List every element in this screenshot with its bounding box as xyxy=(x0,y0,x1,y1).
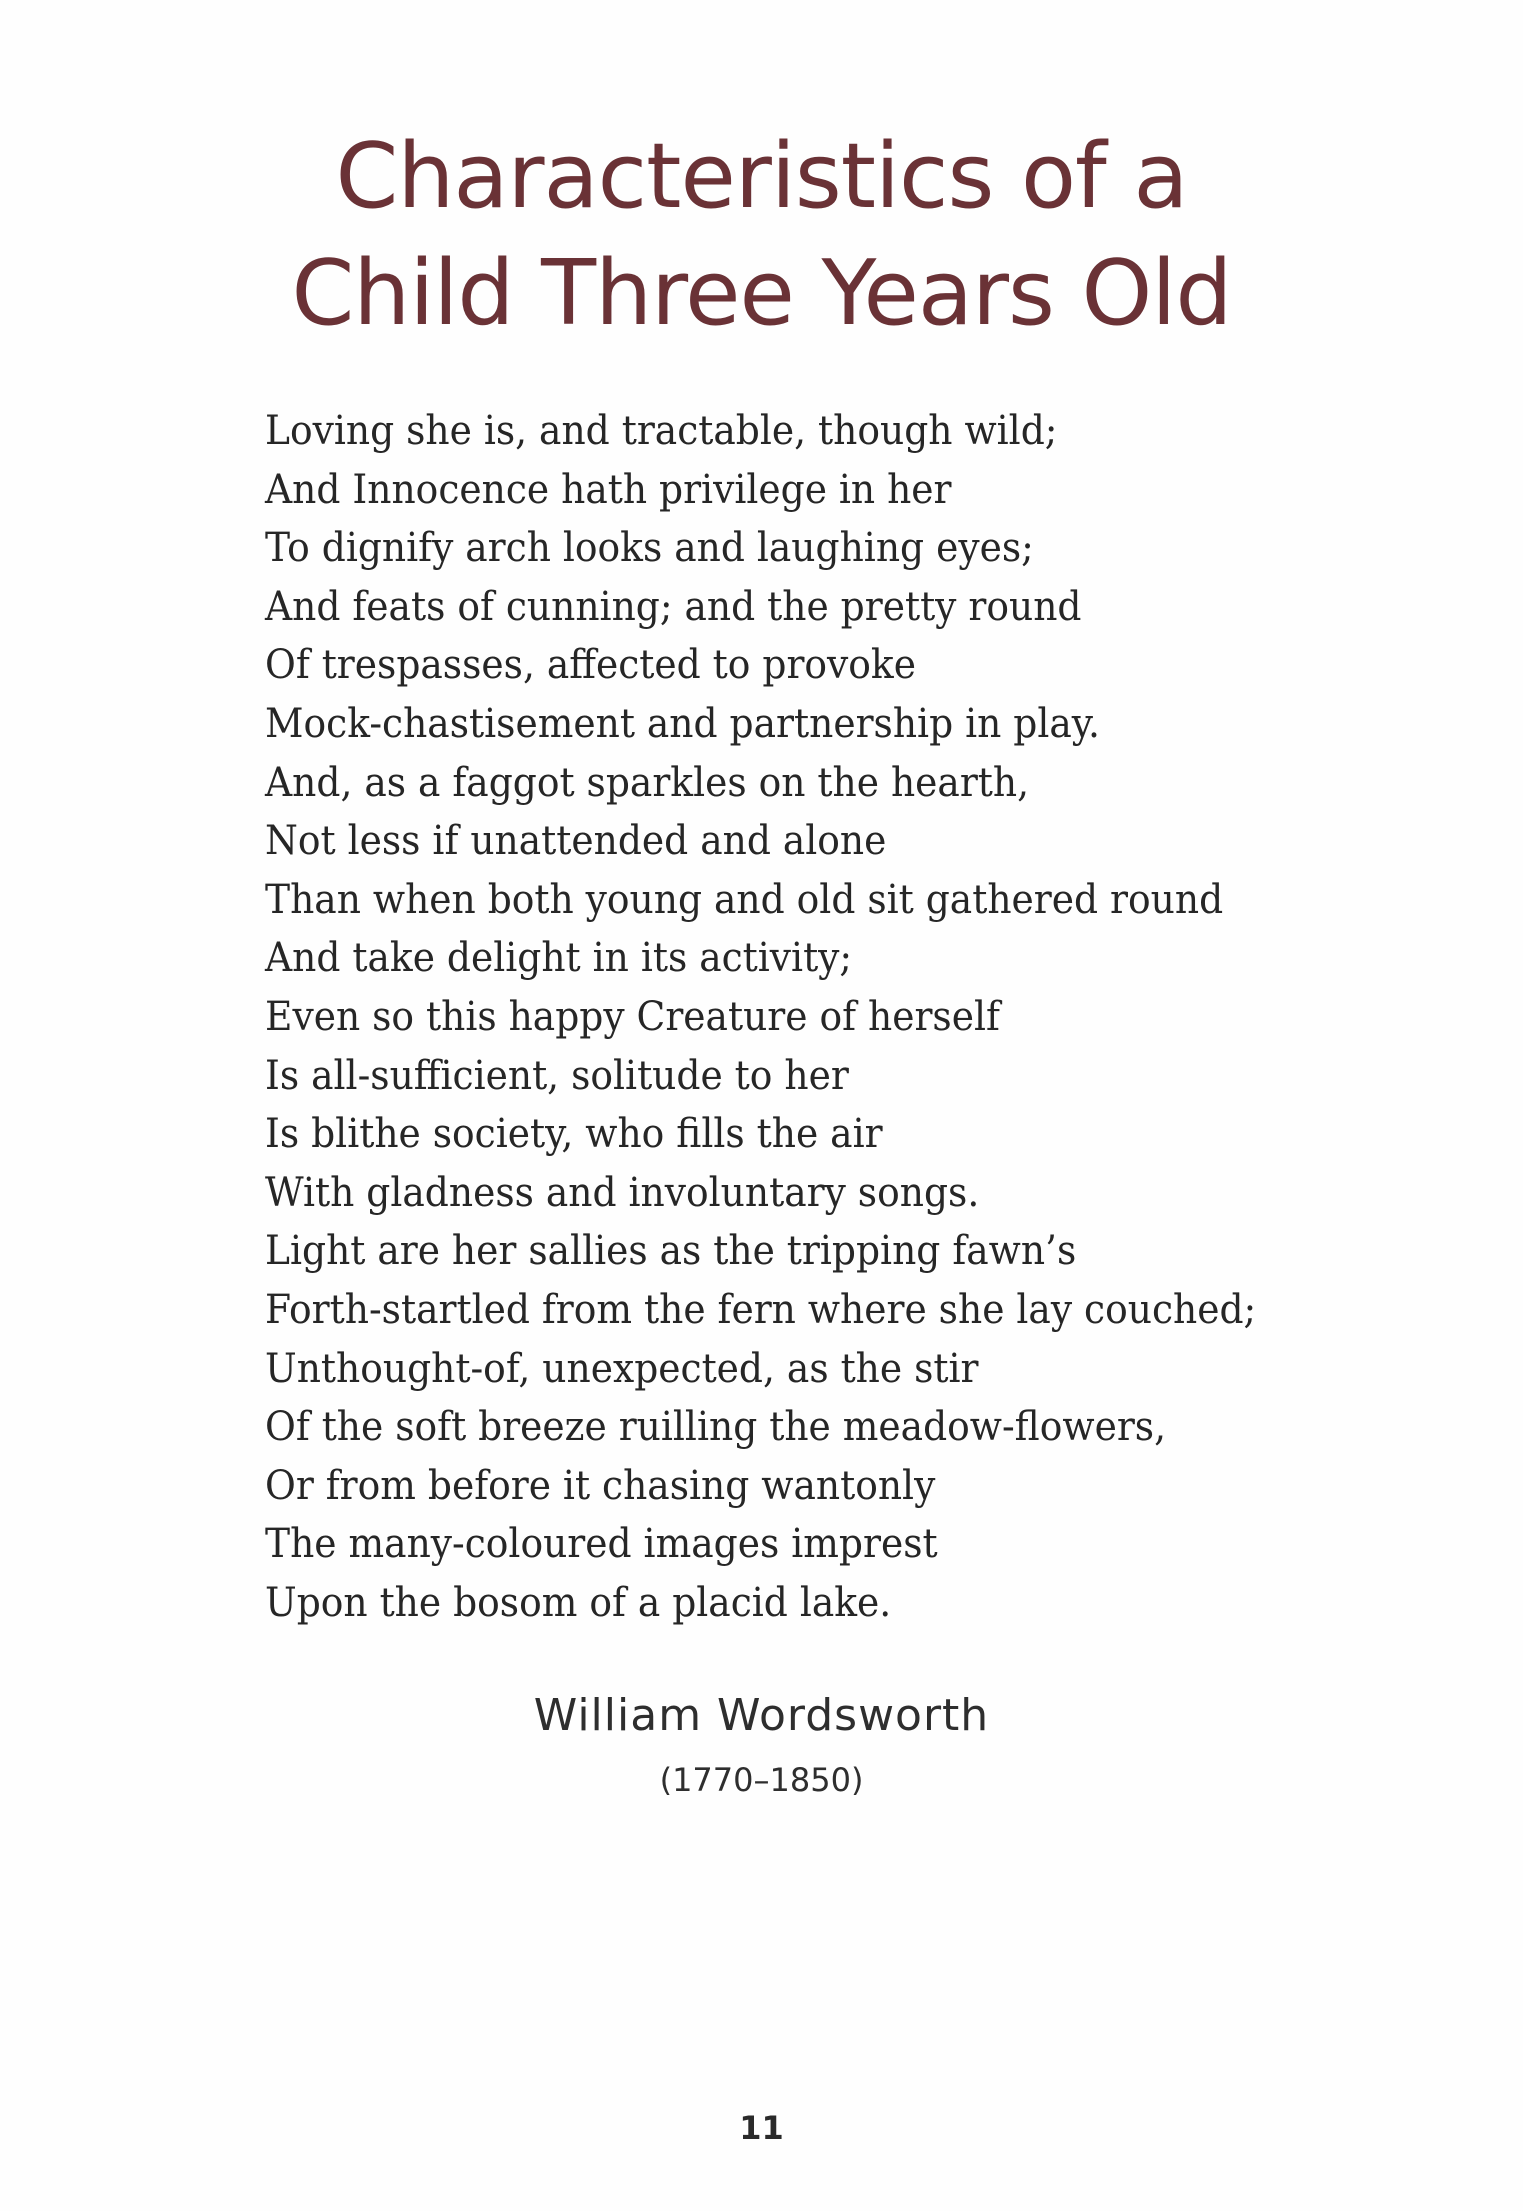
poem-line: The many-coloured images imprest xyxy=(265,1521,938,1568)
poem-line: Not less if unattended and alone xyxy=(265,818,887,865)
poem-line: Is blithe society, who fills the air xyxy=(265,1111,883,1158)
poem-line: Of the soft breeze ruilling the meadow-flowers, xyxy=(265,1404,1167,1451)
poem-line: Or from before it chasing wantonly xyxy=(265,1462,936,1509)
poem-line: Than when both young and old sit gathered round xyxy=(265,876,1224,923)
author-dates: (1770–1850) xyxy=(659,1761,864,1799)
page-number: 11 xyxy=(739,2109,784,2147)
poem-line: And, as a faggot sparkles on the hearth, xyxy=(265,759,1030,806)
poem-title-line-1: Characteristics of a xyxy=(335,124,1188,229)
poem-line: Is all-sufficient, solitude to her xyxy=(265,1052,849,1099)
poem-title xyxy=(0,118,1523,352)
poem-line: Loving she is, and tractable, though wild; xyxy=(265,408,1058,454)
poem-body xyxy=(265,402,1415,1632)
poem-line: With gladness and involuntary songs. xyxy=(265,1169,980,1216)
author-name: William Wordsworth xyxy=(533,1690,990,1741)
poem-line: And take delight in its activity; xyxy=(265,935,853,982)
poem-line: To dignify arch looks and laughing eyes; xyxy=(265,525,1034,572)
poem-line: Mock-chastisement and partnership in play. xyxy=(265,700,1101,747)
poem-line: Forth-startled from the fern where she lay couched; xyxy=(265,1286,1257,1333)
poem-line: And Innocence hath privilege in her xyxy=(265,466,952,513)
poem-line: Of trespasses, affected to provoke xyxy=(265,642,916,689)
poem-line: Even so this happy Creature of herself xyxy=(265,993,1000,1040)
poem-line: And feats of cunning; and the pretty round xyxy=(265,583,1082,630)
poem-line: Light are her sallies as the tripping fawn’s xyxy=(265,1228,1077,1275)
poem-title-line-2: Child Three Years Old xyxy=(291,241,1232,346)
poem-line: Upon the bosom of a placid lake. xyxy=(265,1579,892,1626)
poem-line: Unthought-of, unexpected, as the stir xyxy=(265,1345,979,1392)
